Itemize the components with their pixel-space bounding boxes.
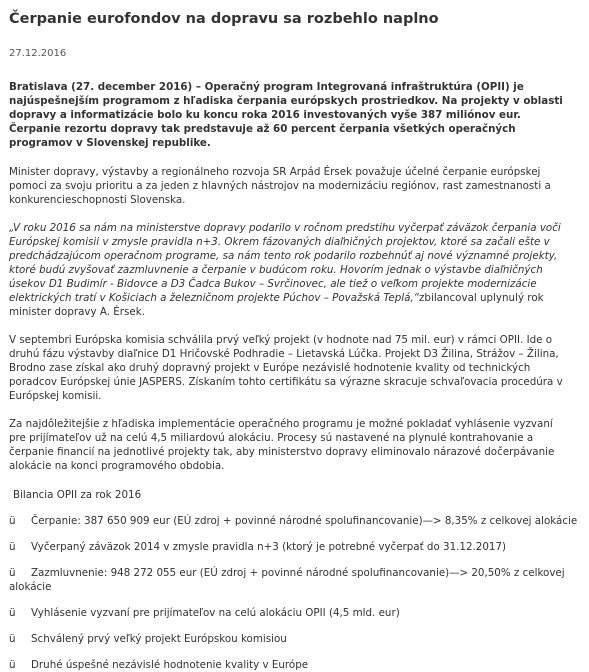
quote-text: „V roku 2016 sa nám na ministerstve dopravy podarilo v ročnom predstihu vyčerpať záväzok čerpania voči Európskej komisii v zmysle pravidla n+3. Okrem fázovaných diaľničných projektov, ktoré sa začali ešte v predchádzajúcom operačnom programe, sa nám tento rok podarilo rozbehnúť aj nové významné projekty, ktoré budú zvyšovať zazmluvnenie a čerpanie v budúcom roku. Hovorím jednak o výstavbe diaľničných úsekov D1 Budimír - Bidovce a D3 Čadca Bukov – Svrčinovec, ale tiež o veľkom projekte modernizácie elektrických tratí v Košiciach a železničnom projekte Púchov – Považská Teplá,“ xyxy=(9,221,561,304)
paragraph-projects: V septembri Európska komisia schválila prvý veľký projekt (v hodnote nad 75 mil. eur) v rámci OPII. Ide o druhú fázu výstavby diaľnice D1 Hričovské Podhradie – Lietavská Lúčka. Projekt D3 Žilina, Strážov – Žilina, Brodno zase získal ako druhý dopravný projekt v Európe nezávislé hodnotenie kvality od technických poradcov Európskej únie JASPERS. Získaním tohto certifikátu sa výrazne skracuje schvaľovacia procedúra v Európskej komisii. xyxy=(9,333,563,402)
list-item-text: Zazmluvnenie: 948 272 055 eur (EÚ zdroj + povinné národné spolufinancovanie)—> 20,50% z celkovej alokácie xyxy=(9,566,565,593)
paragraph-minister: Minister dopravy, výstavby a regionálneho rozvoja SR Arpád Érsek považuje účelné čerpanie európskej pomoci za svoju prioritu a za jeden z hlavných nástrojov na modernizáciu regiónov, rast zamestnanosti a konkurencieschopnosti Slovenska. xyxy=(9,165,551,206)
check-bullet-icon: ü xyxy=(9,632,16,645)
check-bullet-icon: ü xyxy=(9,606,16,619)
list-item-text: Vyhlásenie vyzvaní pre prijímateľov na celú alokáciu OPII (4,5 mld. eur) xyxy=(31,606,400,619)
article-lead: Bratislava (27. december 2016) – Operačný program Integrovaná infraštruktúra (OPII) je najúspešnejším programom z hľadiska čerpania európskych prostriedkov. Na projekty v oblasti dopravy a informatizácie bolo ku koncu roka 2016 investovaných vyše 387 miliónov eur. Čerpanie rezortu dopravy tak predstavuje až 60 percent čerpania všetkých operačných programov v Slovenskej republike. xyxy=(9,81,563,149)
list-item-text: Čerpanie: 387 650 909 eur (EÚ zdroj + povinné národné spolufinancovanie)—> 8,35% z celkovej alokácie xyxy=(31,514,578,527)
list-item xyxy=(9,540,583,554)
list-item xyxy=(9,658,583,672)
quote-attribution: zbilancoval uplynulý rok minister dopravy A. Érsek. xyxy=(9,291,544,318)
check-bullet-icon: ü xyxy=(9,658,16,671)
list-item xyxy=(9,632,583,646)
list-item-text: Vyčerpaný záväzok 2014 v zmysle pravidla n+3 (ktorý je potrebné vyčerpať do 31.12.2017) xyxy=(31,540,507,553)
bilancia-title: Bilancia OPII za rok 2016 xyxy=(13,488,142,501)
check-bullet-icon: ü xyxy=(9,514,16,527)
list-item xyxy=(9,566,583,594)
list-item xyxy=(9,606,583,620)
check-bullet-icon: ü xyxy=(9,566,16,579)
article-title: Čerpanie eurofondov na dopravu sa rozbehlo naplno xyxy=(9,11,439,27)
bilancia-list xyxy=(9,514,583,672)
list-item-text: Schválený prvý veľký projekt Európskou komisiou xyxy=(31,632,287,645)
article-date: 27.12.2016 xyxy=(9,48,67,59)
minister-quote xyxy=(9,221,574,319)
list-item-text: Druhé úspešné nezávislé hodnotenie kvality v Európe xyxy=(31,658,309,671)
list-item xyxy=(9,514,583,528)
paragraph-implementation: Za najdôležitejšie z hľadiska implementácie operačného programu je možné pokladať vyhlásenie vyzvaní pre prijímateľov už na celú 4,5 miliardovú alokáciu. Procesy sú nastavené na plynulé kontrahovanie a čerpanie financií na jednotlivé projekty tak, aby ministerstvo dopravy eliminovalo nárazové dočerpávanie alokácie na konci programového obdobia. xyxy=(9,417,555,472)
check-bullet-icon: ü xyxy=(9,540,16,553)
